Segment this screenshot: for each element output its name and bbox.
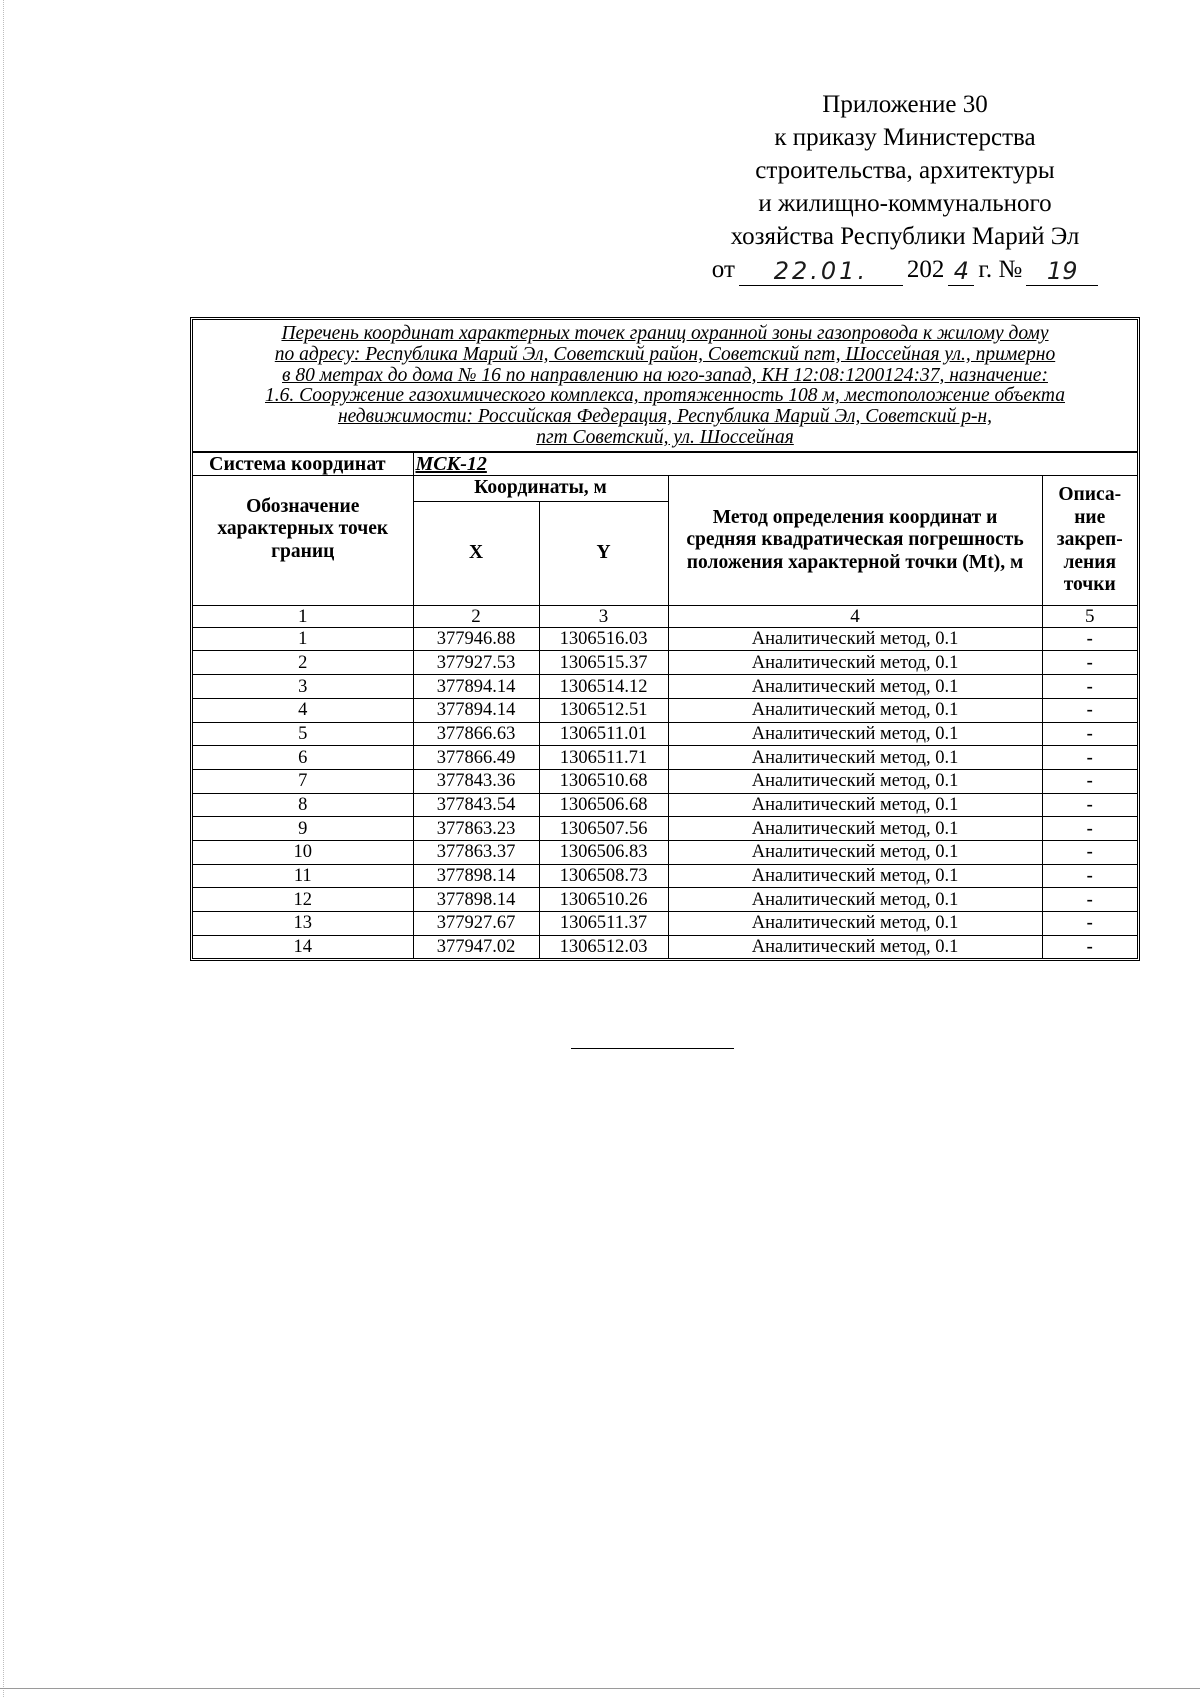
method-cell: Аналитический метод, 0.1 [668,627,1042,651]
description-cell: - [1042,912,1137,936]
description-cell: - [1042,840,1137,864]
y-cell: 1306511.01 [539,722,668,746]
column-number: 3 [539,605,668,627]
point-cell: 13 [193,912,413,936]
x-cell: 377947.02 [413,935,539,958]
method-cell: Аналитический метод, 0.1 [668,651,1042,675]
table-title [193,320,1137,453]
point-cell: 12 [193,888,413,912]
table-row [193,675,1137,699]
y-cell: 1306506.83 [539,840,668,864]
table-row [193,651,1137,675]
column-number: 2 [413,605,539,627]
title-line: в 80 метрах до дома № 16 по направлению на юго-запад, КН 12:08:1200124:37, назначение: [282,364,1048,386]
table-row [193,817,1137,841]
coordinates-table-frame [190,317,1140,961]
x-header: X [413,501,539,605]
y-cell: 1306508.73 [539,864,668,888]
annex-title: Приложение 30 [822,91,988,118]
y-cell: 1306511.71 [539,746,668,770]
point-cell: 10 [193,840,413,864]
year-suffix: г. № [978,256,1023,283]
column-number: 5 [1042,605,1137,627]
y-cell: 1306512.03 [539,935,668,958]
title-line: пгт Советский, ул. Шоссейная [536,426,794,448]
table-row [193,722,1137,746]
x-cell: 377866.49 [413,746,539,770]
y-cell: 1306514.12 [539,675,668,699]
method-cell: Аналитический метод, 0.1 [668,840,1042,864]
point-cell: 1 [193,627,413,651]
designation-header-text: Обозначение характерных точек границ [217,495,389,562]
system-value: МСК-12 [415,452,487,475]
x-cell: 377843.36 [413,769,539,793]
description-cell: - [1042,698,1137,722]
x-cell: 377863.23 [413,817,539,841]
table-row [193,888,1137,912]
table-row [193,769,1137,793]
y-cell: 1306516.03 [539,627,668,651]
description-cell: - [1042,769,1137,793]
method-cell: Аналитический метод, 0.1 [668,722,1042,746]
column-number: 1 [193,605,413,627]
table-row [193,912,1137,936]
point-cell: 11 [193,864,413,888]
y-cell: 1306510.26 [539,888,668,912]
x-cell: 377863.37 [413,840,539,864]
title-line: 1.6. Сооружение газохимического комплекса, протяженность 108 м, местоположение объекта [265,385,1065,407]
point-cell: 6 [193,746,413,770]
description-cell: - [1042,888,1137,912]
description-cell: - [1042,746,1137,770]
scan-edge-left [3,0,4,1697]
annex-header [640,88,1170,286]
table-row [193,698,1137,722]
y-header: Y [539,501,668,605]
coordinates-header: Координаты, м [413,475,668,501]
method-cell: Аналитический метод, 0.1 [668,769,1042,793]
annex-line-republic: хозяйства Республики Марий Эл [730,223,1080,250]
annex-date-line [640,253,1170,286]
date-value: 22.01. [739,257,903,286]
table-row [193,746,1137,770]
year-digit: 4 [948,257,974,286]
end-rule [571,1048,734,1049]
x-cell: 377898.14 [413,888,539,912]
table-row [193,793,1137,817]
method-cell: Аналитический метод, 0.1 [668,746,1042,770]
description-cell: - [1042,627,1137,651]
column-number: 4 [668,605,1042,627]
method-cell: Аналитический метод, 0.1 [668,912,1042,936]
x-cell: 377894.14 [413,698,539,722]
x-cell: 377866.63 [413,722,539,746]
table-row [193,935,1137,958]
title-line: недвижимости: Российская Федерация, Республика Марий Эл, Советский р-н, [337,406,993,428]
method-header: Метод определения координат и средняя квадратическая погрешность положения характерной точки (Mt), м [668,475,1042,605]
x-cell: 377894.14 [413,675,539,699]
scan-edge-bottom [0,1688,1200,1689]
y-cell: 1306506.68 [539,793,668,817]
system-value-cell [413,453,668,476]
coordinate-system [193,453,413,476]
point-cell: 5 [193,722,413,746]
y-cell: 1306511.37 [539,912,668,936]
description-cell: - [1042,817,1137,841]
coordinates-table [193,453,1137,959]
x-cell: 377946.88 [413,627,539,651]
point-cell: 14 [193,935,413,958]
description-header: Описа- ние закреп- ления точки [1042,475,1137,605]
x-cell: 377927.53 [413,651,539,675]
method-cell: Аналитический метод, 0.1 [668,888,1042,912]
designation-header [193,453,413,606]
point-cell: 4 [193,698,413,722]
point-cell: 3 [193,675,413,699]
y-cell: 1306515.37 [539,651,668,675]
title-line: по адресу: Республика Марий Эл, Советский район, Советский пгт, Шоссейная ул., примерно [274,343,1056,365]
table-row [193,627,1137,651]
order-number: 19 [1026,257,1098,286]
system-label: Система координат [209,452,386,475]
description-cell: - [1042,935,1137,958]
point-cell: 7 [193,769,413,793]
point-cell: 8 [193,793,413,817]
year-prefix: 202 [906,256,945,283]
method-cell: Аналитический метод, 0.1 [668,864,1042,888]
title-line: Перечень координат характерных точек границ охранной зоны газопровода к жилому дому [281,323,1049,344]
table-row [193,840,1137,864]
point-cell: 2 [193,651,413,675]
annex-line-housing: и жилищно-коммунального [758,190,1052,217]
x-cell: 377898.14 [413,864,539,888]
point-cell: 9 [193,817,413,841]
description-cell: - [1042,864,1137,888]
annex-line-ministry: строительства, архитектуры [755,157,1055,184]
from-label: от [711,256,735,283]
x-cell: 377843.54 [413,793,539,817]
method-cell: Аналитический метод, 0.1 [668,935,1042,958]
column-number-row [193,605,1137,627]
description-cell: - [1042,675,1137,699]
description-cell: - [1042,651,1137,675]
method-cell: Аналитический метод, 0.1 [668,817,1042,841]
x-cell: 377927.67 [413,912,539,936]
table-body [193,627,1137,958]
system-row-filler [668,453,1137,476]
y-cell: 1306507.56 [539,817,668,841]
method-cell: Аналитический метод, 0.1 [668,675,1042,699]
table-row [193,864,1137,888]
annex-line-order: к приказу Министерства [774,124,1036,151]
method-cell: Аналитический метод, 0.1 [668,698,1042,722]
y-cell: 1306510.68 [539,769,668,793]
description-cell: - [1042,722,1137,746]
method-cell: Аналитический метод, 0.1 [668,793,1042,817]
y-cell: 1306512.51 [539,698,668,722]
description-cell: - [1042,793,1137,817]
